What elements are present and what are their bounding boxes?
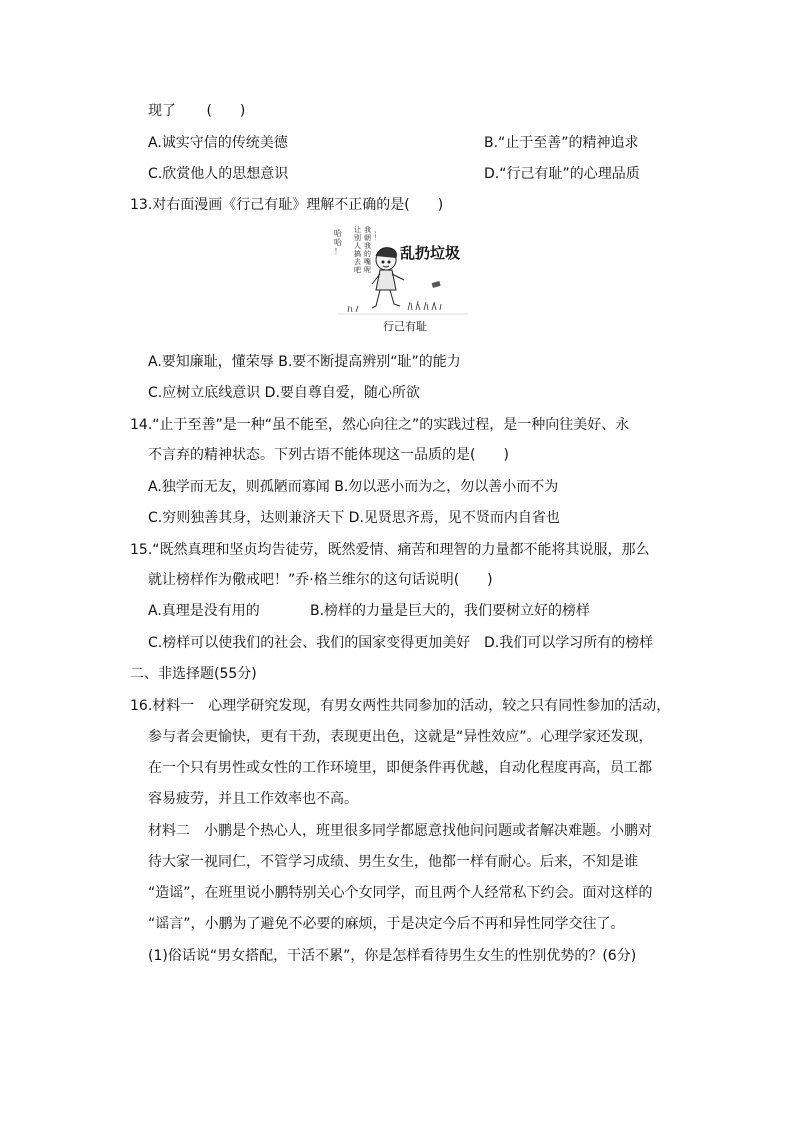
q15-option-d: D.我们可以学习所有的榜样	[484, 635, 654, 651]
q16-subquestion-1: (1)俗话说“男女搭配，干活不累”，你是怎样看待男生女生的性别优势的？(6分)	[148, 948, 637, 964]
cartoon-bubble-1: 哈哈！	[334, 229, 342, 256]
cartoon-title: 乱扔垃圾	[400, 244, 461, 262]
q13-options-cd: C.应树立底线意识 D.要自尊自爱，随心所欲	[148, 385, 420, 401]
q12-option-d: D.“行己有耻”的心理品质	[484, 166, 640, 182]
q12-option-a: A.诚实守信的传统美德	[148, 135, 288, 151]
q14-stem-line1: 14.“止于至善”是一种“虽不能至，然心向往之”的实践过程，是一种向往美好、永	[130, 417, 630, 433]
q15-stem-line2: 就让榜样作为儆戒吧！”乔·格兰维尔的这句话说明( )	[148, 572, 493, 588]
svg-text:我朝我的嘴呢: 我朝我的嘴呢	[364, 226, 371, 274]
q14-stem-line2: 不言弃的精神状态。下列古语不能体现这一品质的是( )	[148, 447, 509, 463]
cartoon-bubble-2	[354, 225, 381, 274]
q16-material1-line1: 16.材料一 心理学研究发现，有男女两性共同参加的活动，较之只有同性参加的活动，	[130, 698, 671, 714]
grass-decoration	[348, 301, 441, 312]
q14-options-cd: C.穷则独善其身，达则兼济天下 D.见贤思齐焉，见不贤而内自省也	[148, 510, 560, 526]
svg-text:让别人搞去吧: 让别人搞去吧	[354, 226, 361, 274]
cartoon-figure	[328, 224, 478, 336]
q16-material2-line2: 待大家一视同仁，不管学习成绩、男生女生，他都一样有耐心。后来，不知是谁	[148, 854, 638, 870]
q16-material2-line3: “造谣”，在班里说小鹏特别关心个女同学，而且两个人经常私下约会。面对这样的	[148, 885, 653, 901]
q12-option-b: B.“止于至善”的精神追求	[484, 135, 639, 151]
q14-options-ab: A.独学而无友，则孤陋而寡闻 B.勿以恶小而为之，勿以善小而不为	[148, 479, 559, 495]
q15-option-b: B.榜样的力量是巨大的，我们要树立好的榜样	[310, 603, 591, 619]
section-heading: 二、非选择题(55分)	[130, 666, 257, 682]
trash-icon	[432, 281, 441, 288]
q16-material1-line4: 容易疲劳，并且工作效率也不高。	[148, 791, 358, 807]
q15-option-c: C.榜样可以使我们的社会、我们的国家变得更加美好	[148, 635, 471, 651]
cartoon-illustration	[328, 224, 478, 336]
q13-stem: 13.对右面漫画《行己有耻》理解不正确的是( )	[130, 197, 444, 213]
svg-text:，！: ，！	[374, 226, 381, 242]
q12-stem-tail: 现了 ( )	[148, 103, 246, 119]
q13-options-ab: A.要知廉耻，懂荣辱 B.要不断提高辨别“耻”的能力	[148, 354, 461, 370]
q16-material1-line3: 在一个只有男性或女性的工作环境里，即便条件再优越，自动化程度再高，员工都	[148, 760, 652, 776]
q12-option-c: C.欣赏他人的思想意识	[148, 166, 289, 182]
q15-stem-line1: 15.“既然真理和坚贞均告徒劳，既然爱情、痛苦和理智的力量都不能将其说服，那么	[130, 542, 650, 558]
q16-material2-line4: “谣言”，小鹏为了避免不必要的麻烦，于是决定今后不再和异性同学交往了。	[148, 916, 625, 932]
q16-material2-line1: 材料二 小鹏是个热心人，班里很多同学都愿意找他问问题或者解决难题。小鹏对	[148, 823, 652, 839]
answer-paren: ( )	[206, 103, 246, 119]
q16-material1-line2: 参与者会更愉快，更有干劲，表现更出色，这就是“异性效应”。心理学家还发现，	[148, 729, 653, 745]
cartoon-caption: 行己有耻	[383, 320, 427, 333]
q15-option-a: A.真理是没有用的	[148, 603, 260, 619]
